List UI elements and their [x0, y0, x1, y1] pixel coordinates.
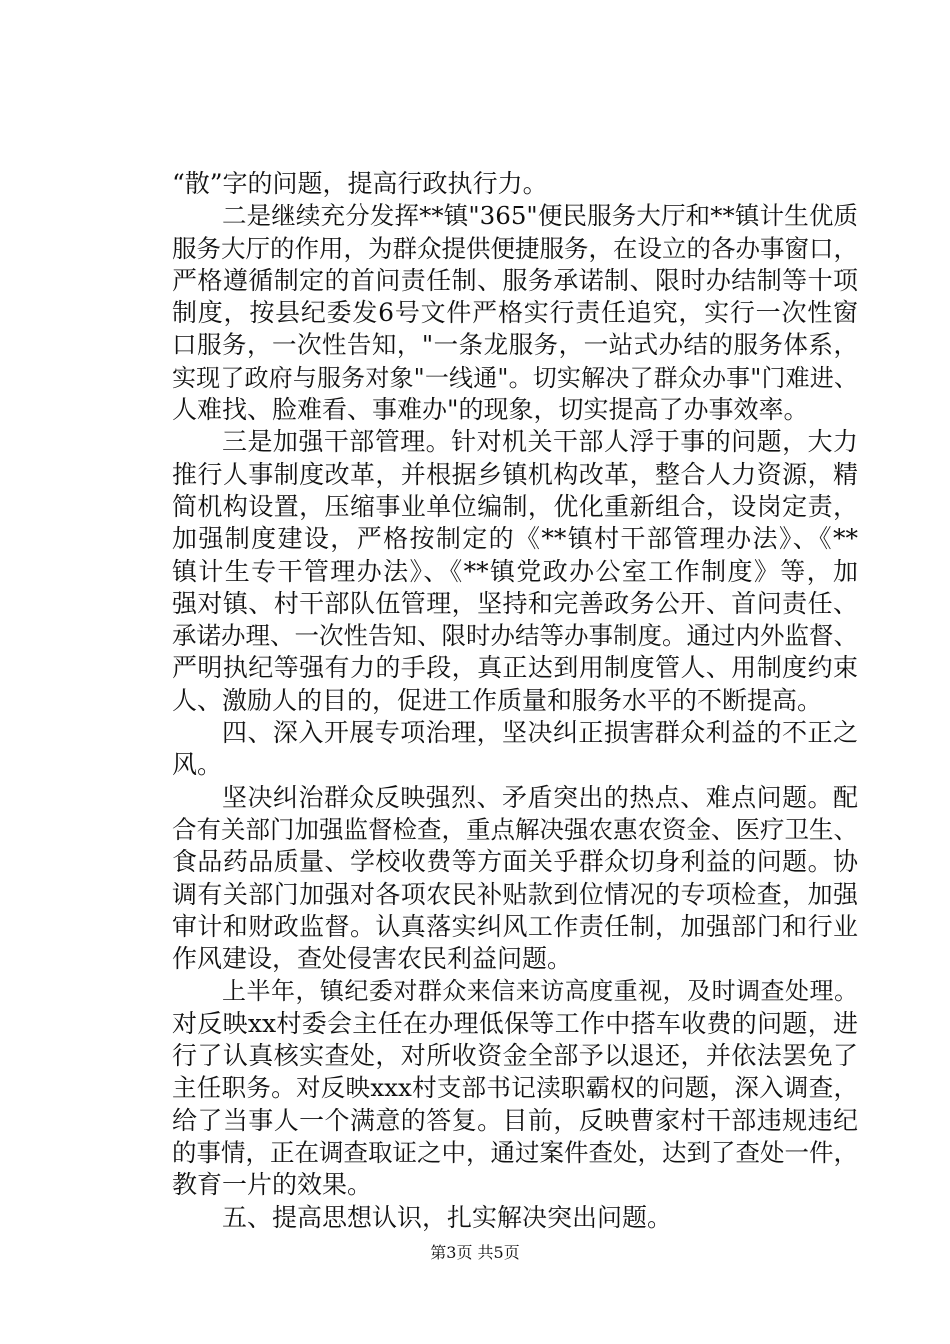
- section-heading: 四、深入开展专项治理，坚决纠正损害群众利益的不正之: [222, 718, 858, 748]
- text-line: 的事情，正在调查取证之中，通过案件查处，达到了查处一件，: [172, 1137, 858, 1167]
- text-line: 给了当事人一个满意的答复。目前，反映曹家村干部违规违纪: [172, 1105, 858, 1135]
- text-line: 制度，按县纪委发6号文件严格实行责任追究，实行一次性窗: [172, 298, 858, 328]
- text-line: 承诺办理、一次性告知、限时办结等办事制度。通过内外监督、: [172, 621, 858, 651]
- text-line: 加强制度建设，严格按制定的《**镇村干部管理办法》、《**: [172, 524, 858, 554]
- page-number-footer: 第3页 共5页: [430, 1243, 520, 1262]
- text-line: 合有关部门加强监督检查，重点解决强农惠农资金、医疗卫生、: [172, 814, 858, 844]
- section-heading: 风。: [172, 750, 223, 780]
- text-line: 行了认真核实查处，对所收资金全部予以退还，并依法罢免了: [172, 1041, 858, 1071]
- text-line: 坚决纠治群众反映强烈、矛盾突出的热点、难点问题。配: [222, 782, 858, 812]
- text-line: 简机构设置，压缩事业单位编制，优化重新组合，设岗定责，: [172, 491, 858, 521]
- text-line: 实现了政府与服务对象"一线通"。切实解决了群众办事"门难进、: [172, 363, 858, 392]
- text-line: 三是加强干部管理。针对机关干部人浮于事的问题，大力: [222, 427, 858, 457]
- text-line: 推行人事制度改革，并根据乡镇机构改革，整合人力资源，精: [172, 459, 858, 489]
- text-line: 教育一片的效果。: [172, 1170, 373, 1200]
- text-line: 主任职务。对反映xxx村支部书记渎职霸权的问题，深入调查，: [172, 1073, 858, 1103]
- text-line: 二是继续充分发挥**镇"365"便民服务大厅和**镇计生优质: [222, 201, 858, 231]
- text-line: 人难找、脸难看、事难办"的现象，切实提高了办事效率。: [172, 395, 809, 425]
- text-line: 严格遵循制定的首问责任制、服务承诺制、限时办结制等十项: [172, 265, 858, 295]
- document-body: [172, 168, 858, 1234]
- text-line: 镇计生专干管理办法》、《**镇党政办公室工作制度》等，加: [172, 556, 858, 586]
- text-line: 调有关部门加强对各项农民补贴款到位情况的专项检查，加强: [172, 879, 858, 909]
- text-line: 审计和财政监督。认真落实纠风工作责任制，加强部门和行业: [172, 911, 858, 941]
- text-line: “散”字的问题，提高行政执行力。: [172, 169, 548, 198]
- section-heading: 五、提高思想认识，扎实解决突出问题。: [222, 1202, 673, 1232]
- text-line: 上半年，镇纪委对群众来信来访高度重视，及时调查处理。: [222, 977, 858, 1006]
- text-line: 作风建设，查处侵害农民利益问题。: [172, 944, 573, 974]
- text-line: 口服务，一次性告知，"一条龙服务，一站式办结的服务体系，: [172, 330, 858, 360]
- text-line: 食品药品质量、学校收费等方面关乎群众切身利益的问题。协: [172, 847, 858, 877]
- text-line: 强对镇、村干部队伍管理，坚持和完善政务公开、首问责任、: [172, 588, 858, 618]
- text-line: 人、激励人的目的，促进工作质量和服务水平的不断提高。: [172, 685, 823, 715]
- text-line: 服务大厅的作用，为群众提供便捷服务，在设立的各办事窗口，: [172, 233, 858, 263]
- text-line: 严明执纪等强有力的手段，真正达到用制度管人、用制度约束: [172, 653, 858, 683]
- text-line: 对反映xx村委会主任在办理低保等工作中搭车收费的问题，进: [172, 1008, 858, 1038]
